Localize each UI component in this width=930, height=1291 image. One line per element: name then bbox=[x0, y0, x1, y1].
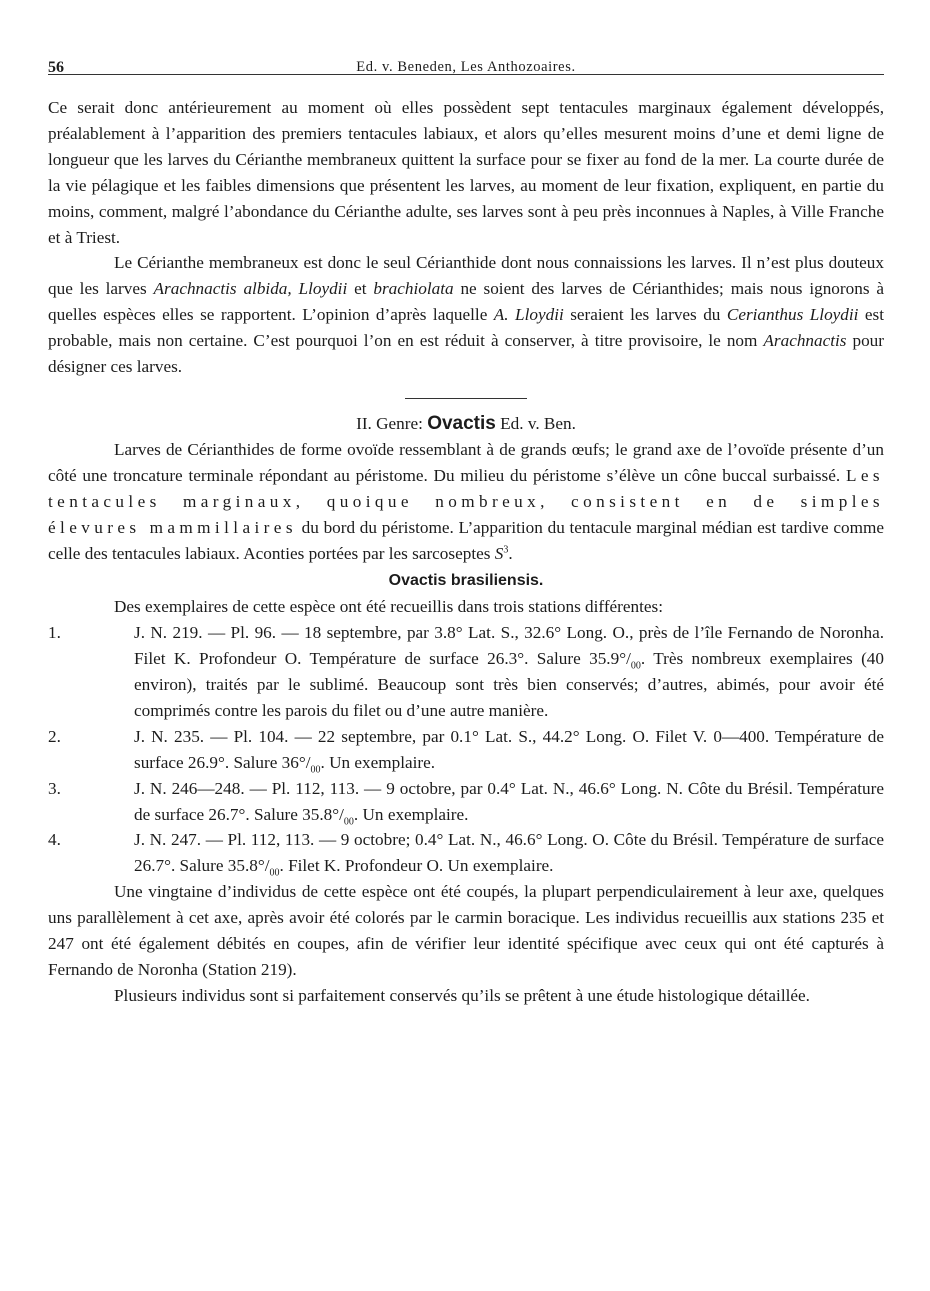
taxon-name: brachiolata bbox=[373, 279, 454, 299]
spaced-emphasis: Les tentacules marginaux, quoique nombreux, consistent en de simples élevures mammillaires bbox=[48, 465, 884, 537]
taxon-name: A. Lloydii bbox=[493, 305, 564, 325]
species-heading: Ovactis brasiliensis. bbox=[388, 572, 544, 590]
paragraph-genre-description: Larves de Cérianthides de forme ovoïde ressemblant à de grands œufs; le grand axe de l’ovoïde présente d’un côté une troncature terminale répondant au péristome. Du milieu du péristome s’élève un cône buccal surbaissé. Les tentacules marginaux, quoique nombreux, consistent en de simples élevures mammillaires du bord du péristome. L’apparition du tentacule marginal médian est tardive comme celle des tentacules labiaux. Aconties portées par les sarcoseptes $S^3$. bbox=[48, 439, 884, 563]
genre-heading: II. Genre: Ovactis Ed. v. Ben. bbox=[356, 412, 576, 434]
stations-intro: Des exemplaires de cette espèce ont été recueillis dans trois stations différentes: bbox=[114, 597, 664, 617]
station-item: 2. J. N. 235. — Pl. 104. — 22 septembre, par 0.1° Lat. S., 44.2° Long. O. Filet V. 0—400. Température de surface 26.9°. Salure $36^\circ/_{00}$. Un exemplaire. bbox=[48, 724, 884, 776]
paragraph-sections: Une vingtaine d’individus de cette espèce ont été coupés, la plupart perpendiculairement à leur axe, quelques uns parallèlement à cet axe, après avoir été colorés par le carmin boracique. Les individus recueillis aux stations 235 et 247 ont été également débités en coupes, afin de vérifier leur identité spécifique avec ceux qui ont été capturés à Fernando de Noronha (Station 219). bbox=[48, 882, 884, 979]
taxon-name: Arachnactis bbox=[763, 331, 847, 351]
station-item: 3. J. N. 246—248. — Pl. 112, 113. — 9 octobre, par 0.4° Lat. N., 46.6° Long. N. Côte du Brésil. Température de surface 26.7°. Salure $35.8^\circ/_{00}$. Un exemplaire. bbox=[48, 776, 884, 828]
running-head: Ed. v. Beneden, Les Anthozoaires. bbox=[356, 59, 576, 75]
page-number: 56 bbox=[48, 59, 64, 76]
body-text bbox=[48, 95, 884, 1009]
genre-name: Ovactis bbox=[427, 412, 496, 434]
paragraph-histology: Plusieurs individus sont si parfaitement conservés qu’ils se prêtent à une étude histologique détaillée. bbox=[114, 985, 810, 1005]
station-item: 1. J. N. 219. — Pl. 96. — 18 septembre, par 3.8° Lat. S., 32.6° Long. O., près de l’île Fernando de Noronha. Filet K. Profondeur O. Température de surface 26.3°. Salure $35.9^\circ/_{00}$. Très nombreux exemplaires (40 environ), traités par le sublimé. Beaucoup sont très bien conservés; d’autres, abimés, pour avoir été comprimés contre les parois du filet ou d’une autre manière. bbox=[48, 620, 884, 724]
station-number: 4. bbox=[48, 830, 61, 850]
station-list bbox=[48, 620, 884, 879]
station-item: 4. J. N. 247. — Pl. 112, 113. — 9 octobre; 0.4° Lat. N., 46.6° Long. O. Côte du Brésil. Température de surface 26.7°. Salure $35.8^\circ/_{00}$. Filet K. Profondeur O. Un exemplaire. bbox=[48, 827, 884, 879]
page-header bbox=[48, 52, 884, 75]
section-divider bbox=[405, 398, 527, 399]
paragraph-larval-fixation: Ce serait donc antérieurement au moment où elles possèdent sept tentacules marginaux également développés, préalablement à l’apparition des premiers tentacules labiaux, et alors qu’elles mesurent moins d’une et demi ligne de longueur que les larves du Cérianthe membraneux quittent la surface pour se fixer au fond de la mer. La courte durée de la vie pélagique et les faibles dimensions que présentent les larves, au moment de leur fixation, expliquent, en partie du moins, comment, malgré l’abondance du Cérianthe adulte, ses larves sont à peu près inconnues à Naples, à Ville Franche et à Triest. bbox=[48, 98, 884, 247]
taxon-name: Cerianthus Lloydii bbox=[726, 305, 859, 325]
paragraph-arachnactis: Le Cérianthe membraneux est donc le seul Cérianthide dont nous connaissions les larves. Il n’est plus douteux que les larves Arachnactis albida, Lloydii et brachiolata ne soient des larves de Cérianthides; mais nous ignorons à quelles espèces elles se rapportent. L’opinion d’après laquelle A. Lloydii seraient les larves du Cerianthus Lloydii est probable, mais non certaine. C’est pourquoi l’on en est réduit à conserver, à titre provisoire, le nom Arachnactis pour désigner ces larves. bbox=[48, 253, 885, 377]
station-number: 2. bbox=[48, 726, 61, 746]
taxon-name: Arachnactis albida, Lloydii bbox=[153, 279, 348, 299]
station-number: 1. bbox=[48, 623, 61, 643]
station-number: 3. bbox=[48, 778, 61, 798]
